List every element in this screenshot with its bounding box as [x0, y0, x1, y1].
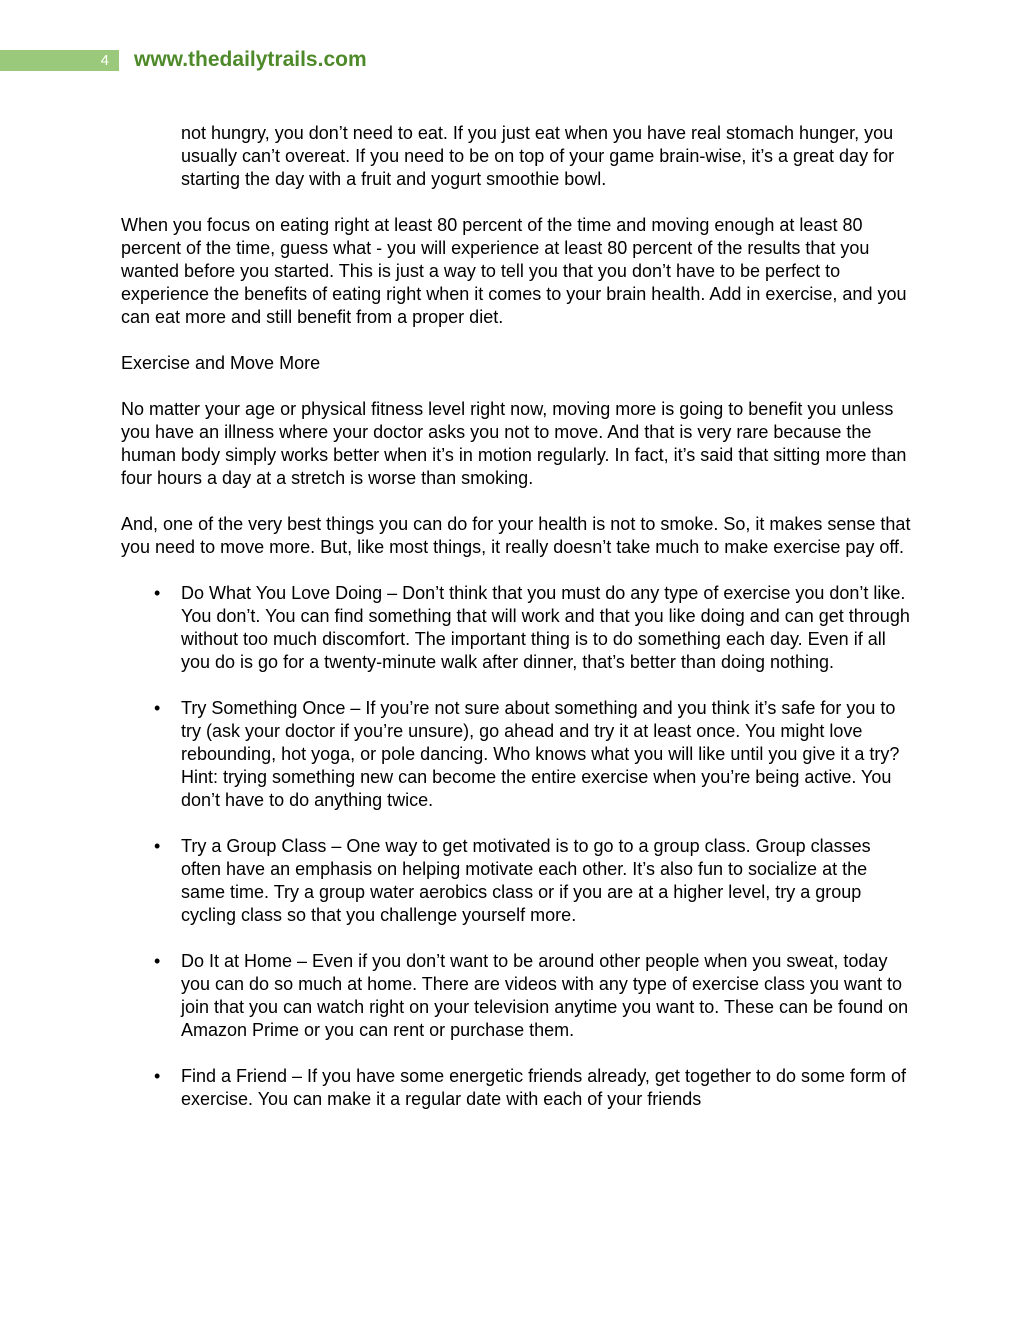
list-item-text: Try a Group Class – One way to get motivated is to go to a group class. Group classes often have an emphasis on helping motivate each other. It’s also fun to socialize at the same time. Try a group water aerobics class or if you are at a higher level, try a group cycling class so that you challenge yourself more. — [181, 836, 871, 925]
tips-list — [121, 582, 911, 1111]
list-item — [121, 1065, 911, 1111]
page-number: 4 — [100, 52, 109, 69]
list-item — [121, 582, 911, 674]
bullet-icon: • — [154, 951, 161, 971]
list-item-text: Do What You Love Doing – Don’t think that you must do any type of exercise you don’t like. You don’t. You can find something that will work and that you like doing and can get through without too much discomfort. The important thing is to do something each day. Even if all you do is go for a twenty-minute walk after dinner, that’s better than doing nothing. — [181, 583, 910, 672]
list-item — [121, 697, 911, 812]
paragraph: When you focus on eating right at least 80 percent of the time and moving enough at least 80 percent of the time, guess what - you will experience at least 80 percent of the results that you wanted before you started. This is just a way to tell you that you don’t have to be perfect to experience the benefits of eating right when it comes to your brain health. Add in exercise, and you can eat more and still benefit from a proper diet. — [121, 215, 907, 327]
page-number-bar — [0, 50, 119, 71]
list-item-text: Do It at Home – Even if you don’t want to be around other people when you sweat, today you can do so much at home. There are videos with any type of exercise class you want to join that you can watch right on your television anytime you want to. These can be found on Amazon Prime or you can rent or purchase them. — [181, 951, 909, 1040]
continuation-paragraph: not hungry, you don’t need to eat. If you just eat when you have real stomach hunger, you usually can’t overeat. If you need to be on top of your game brain-wise, it’s a great day for starting the day with a fruit and yogurt smoothie bowl. — [181, 123, 895, 189]
paragraph: No matter your age or physical fitness level right now, moving more is going to benefit you unless you have an illness where your doctor asks you not to move. And that is very rare because the human body simply works better when it’s in motion regularly. In fact, it’s said that sitting more than four hours a day at a stretch is worse than smoking. — [121, 399, 907, 488]
list-item-text: Find a Friend – If you have some energetic friends already, get together to do some form of exercise. You can make it a regular date with each of your friends — [181, 1066, 907, 1109]
list-item-text: Try Something Once – If you’re not sure about something and you think it’s safe for you to try (ask your doctor if you’re unsure), go ahead and try it at least once. You might love rebounding, hot yoga, or pole dancing. Who knows what you will like until you give it a try? Hint: trying something new can become the entire exercise when you’re being active. You don’t have to do anything twice. — [181, 698, 900, 810]
site-url: www.thedailytrails.com — [134, 48, 367, 71]
list-item — [121, 950, 911, 1042]
bullet-icon: • — [154, 583, 161, 603]
bullet-icon: • — [154, 698, 161, 718]
paragraph: And, one of the very best things you can do for your health is not to smoke. So, it makes sense that you need to move more. But, like most things, it really doesn’t take much to make exercise pay off. — [121, 514, 911, 557]
bullet-icon: • — [154, 836, 161, 856]
page-content — [121, 122, 911, 1134]
bullet-icon: • — [154, 1066, 161, 1086]
section-heading: Exercise and Move More — [121, 353, 321, 373]
list-item — [121, 835, 911, 927]
page-header — [0, 48, 600, 72]
